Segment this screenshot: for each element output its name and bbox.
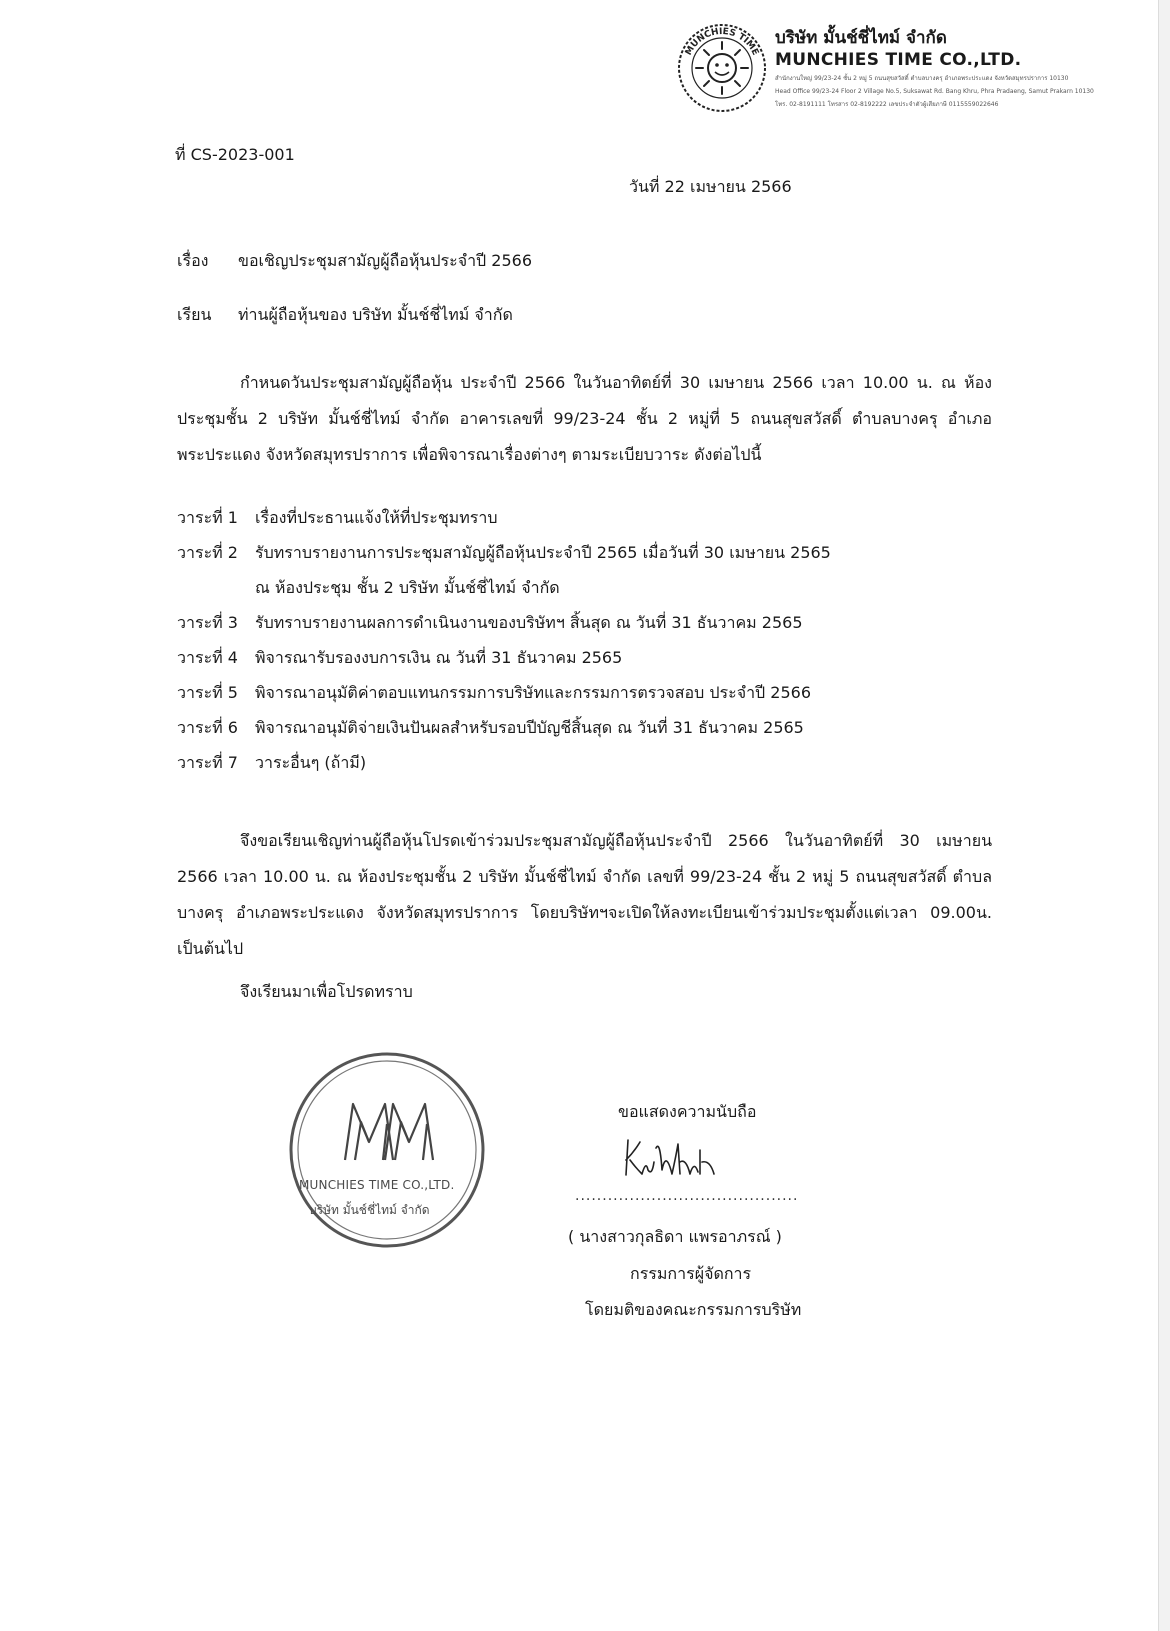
subject-label: เรื่อง xyxy=(177,251,209,270)
agenda-label: วาระที่ 4 xyxy=(177,648,238,667)
company-name-english: MUNCHIES TIME CO.,LTD. xyxy=(775,50,1022,70)
subject-text: ขอเชิญประชุมสามัญผู้ถือหุ้นประจำปี 2566 xyxy=(238,251,533,270)
agenda-item xyxy=(177,751,366,776)
agenda-text: พิจารณารับรองงบการเงิน ณ วันที่ 31 ธันวาคม 2565 xyxy=(255,648,623,667)
regards-line: ขอแสดงความนับถือ xyxy=(618,1102,757,1121)
stamp-text-thai: บริษัท มั้นช์ชี่ไทม์ จำกัด xyxy=(309,1203,430,1217)
signer-title: กรรมการผู้จัดการ xyxy=(630,1264,752,1283)
invitation-paragraph: จึงขอเรียนเชิญท่านผู้ถือหุ้นโปรดเข้าร่วมประชุมสามัญผู้ถือหุ้นประจำปี 2566 ในวันอาทิตย์ที่ 30 เมษายน 2566 เวลา 10.00 น. ณ ห้องประชุมชั้น 2 บริษัท มั้นช์ชี่ไทม์ จำกัด เลขที่ 99/23-24 ชั้น 2 หมู่ 5 ถนนสุขสวัสดิ์ ตำบลบางครุ อำเภอพระประแดง จังหวัดสมุทรปราการ โดยบริษัทฯจะเปิดให้ลงทะเบียนเข้าร่วมประชุมตั้งแต่เวลา 09.00น. เป็นต้นไป xyxy=(177,831,992,958)
agenda-text: พิจารณาอนุมัติค่าตอบแทนกรรมการบริษัทและกรรมการตรวจสอบ ประจำปี 2566 xyxy=(255,683,812,702)
stamp-text-english: MUNCHIES TIME CO.,LTD. xyxy=(299,1178,455,1192)
company-address-english: Head Office 99/23-24 Floor 2 Village No.5, Suksawat Rd. Bang Khru, Phra Pradaeng, Samut Prakarn 10130 xyxy=(775,88,1094,95)
agenda-item xyxy=(177,716,804,741)
company-stamp xyxy=(287,1050,487,1250)
reference-number: ที่ CS-2023-001 xyxy=(175,145,295,164)
company-address-thai: สำนักงานใหญ่ 99/23-24 ชั้น 2 หมู่ 5 ถนนสุขสวัสดิ์ ตำบลบางครุ อำเภอพระประแดง จังหวัดสมุทรปราการ 10130 xyxy=(775,75,1069,82)
agenda-item xyxy=(177,681,811,706)
agenda-label: วาระที่ 6 xyxy=(177,718,238,737)
agenda-text: วาระอื่นๆ (ถ้ามี) xyxy=(255,753,367,772)
agenda-label: วาระที่ 3 xyxy=(177,613,238,632)
agenda-continuation: ณ ห้องประชุม ชั้น 2 บริษัท มั้นช์ชี่ไทม์ จำกัด xyxy=(255,578,560,597)
signer-authority: โดยมติของคณะกรรมการบริษัท xyxy=(585,1300,802,1319)
signature-dotted-line: ......................................... xyxy=(575,1188,799,1204)
agenda-text: รับทราบรายงานผลการดำเนินงานของบริษัทฯ สิ้นสุด ณ วันที่ 31 ธันวาคม 2565 xyxy=(255,613,803,632)
agenda-text: พิจารณาอนุมัติจ่ายเงินปันผลสำหรับรอบปีบัญชีสิ้นสุด ณ วันที่ 31 ธันวาคม 2565 xyxy=(255,718,804,737)
agenda-item xyxy=(177,646,622,671)
company-name-thai: บริษัท มั้นช์ชี่ไทม์ จำกัด xyxy=(775,28,947,48)
closing-line: จึงเรียนมาเพื่อโปรดทราบ xyxy=(240,982,413,1001)
intro-paragraph: กำหนดวันประชุมสามัญผู้ถือหุ้น ประจำปี 2566 ในวันอาทิตย์ที่ 30 เมษายน 2566 เวลา 10.00 น. ณ ห้องประชุมชั้น 2 บริษัท มั้นช์ชี่ไทม์ จำกัด อาคารเลขที่ 99/23-24 ชั้น 2 หมู่ที่ 5 ถนนสุขสวัสดิ์ ตำบลบางครุ อำเภอพระประแดง จังหวัดสมุทรปราการ เพื่อพิจารณาเรื่องต่างๆ ตามระเบียบวาระ ดังต่อไปนี้ xyxy=(177,373,992,464)
svg-text:MUNCHIES TIME: MUNCHIES TIME xyxy=(683,26,761,58)
signer-name: ( นางสาวกุลธิดา แพรอาภรณ์ ) xyxy=(568,1227,782,1246)
agenda-item xyxy=(177,611,803,636)
letter-date: วันที่ 22 เมษายน 2566 xyxy=(629,177,792,196)
handwritten-signature xyxy=(620,1130,730,1185)
agenda-label: วาระที่ 2 xyxy=(177,543,238,562)
agenda-text: เรื่องที่ประธานแจ้งให้ที่ประชุมทราบ xyxy=(255,508,498,527)
company-contact: โทร. 02-8191111 โทรสาร 02-8192222 เลขประจำตัวผู้เสียภาษี 0115559022646 xyxy=(775,101,999,108)
agenda-text: รับทราบรายงานการประชุมสามัญผู้ถือหุ้นประจำปี 2565 เมื่อวันที่ 30 เมษายน 2565 xyxy=(255,543,831,562)
agenda-label: วาระที่ 1 xyxy=(177,508,238,527)
agenda-label: วาระที่ 5 xyxy=(177,683,238,702)
recipient-label: เรียน xyxy=(177,305,212,324)
company-logo xyxy=(676,22,768,114)
agenda-item xyxy=(177,506,498,531)
agenda-label: วาระที่ 7 xyxy=(177,753,238,772)
agenda-item xyxy=(177,541,831,566)
recipient-text: ท่านผู้ถือหุ้นของ บริษัท มั้นช์ชี่ไทม์ จำกัด xyxy=(238,305,513,324)
